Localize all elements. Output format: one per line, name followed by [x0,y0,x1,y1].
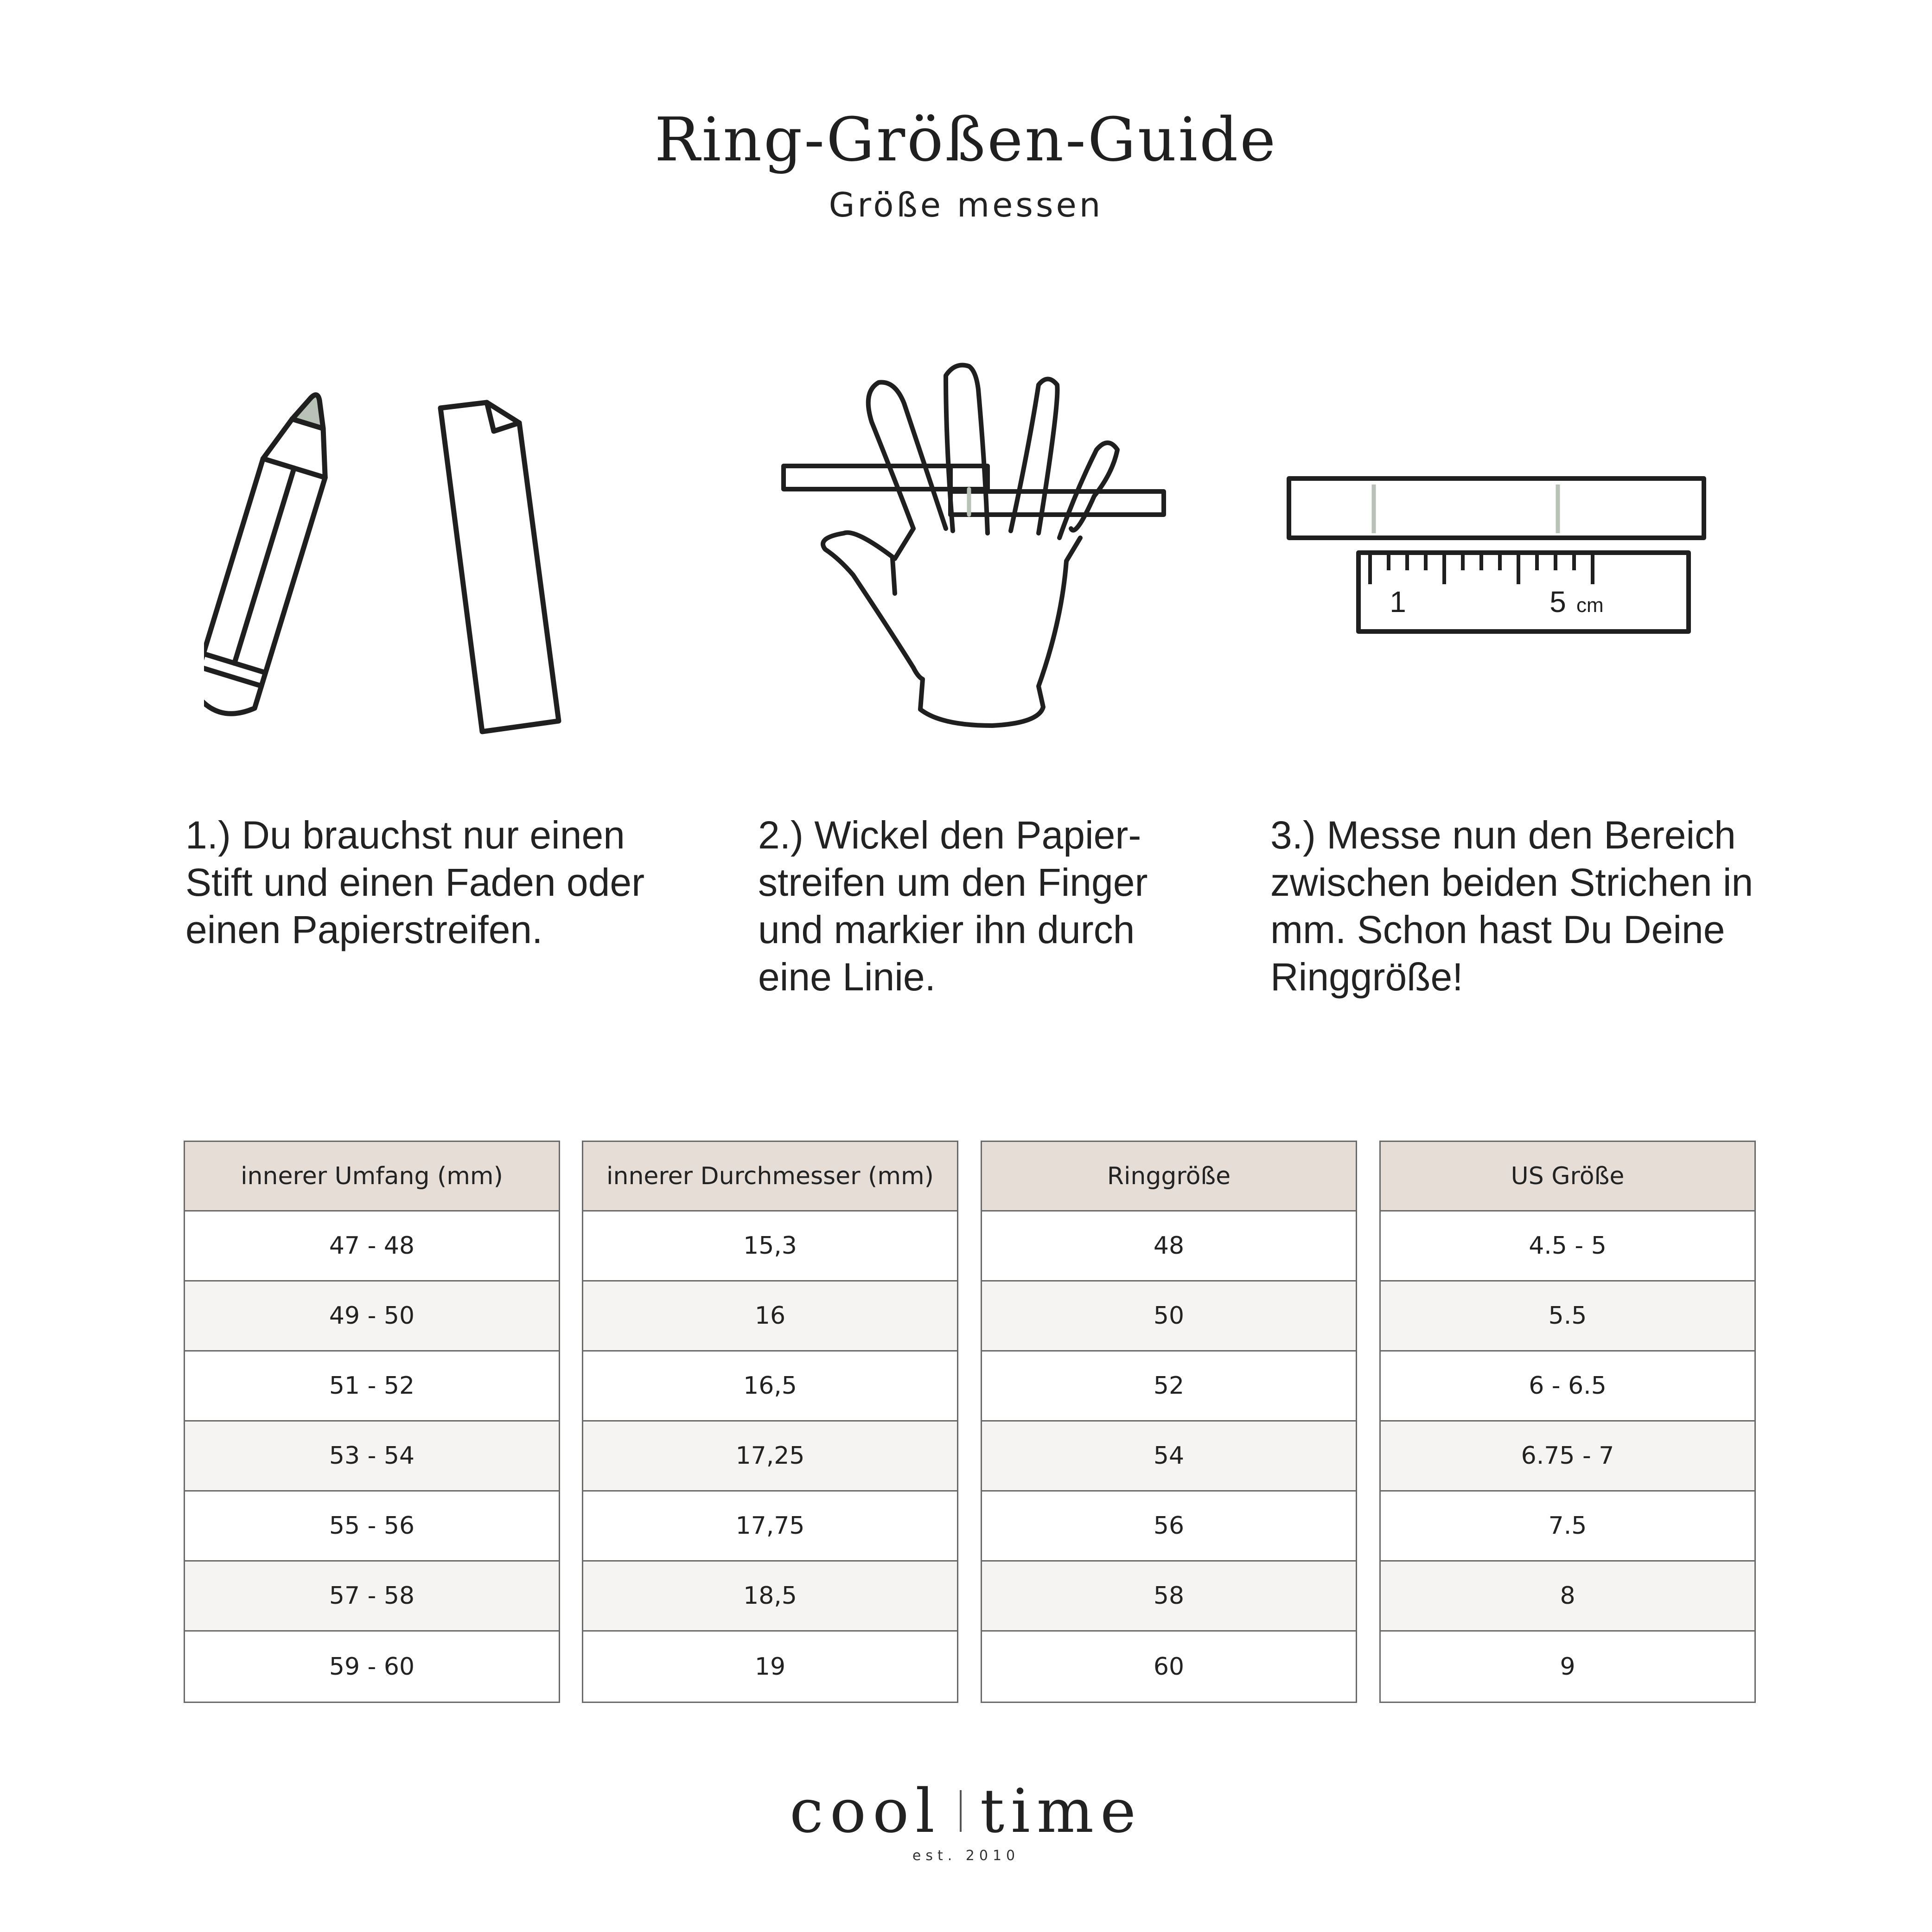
ruler-label-5: 5 [1549,585,1566,618]
table-ring-size [981,1141,1357,1703]
brand-tagline: est. 2010 [912,1848,1020,1864]
table-cell: 5.5 [1381,1282,1754,1352]
ruler-icon [1358,553,1689,631]
ruler-illustration [1284,473,1711,644]
table-cell: 54 [982,1422,1356,1492]
table-cell: 52 [982,1352,1356,1422]
pencil-and-paper-illustration [204,380,584,751]
table-cell: 7.5 [1381,1492,1754,1562]
page-subtitle: Größe messen [829,185,1103,224]
table-cell: 6.75 - 7 [1381,1422,1754,1492]
pencil-icon [204,385,348,721]
table-cell: 16,5 [583,1352,957,1422]
table-cell: 59 - 60 [329,1652,415,1681]
table-cell: 18,5 [583,1562,957,1632]
table-inner-circumference [184,1141,560,1703]
table-cell: 8 [1381,1562,1754,1632]
table-cell: 15,3 [583,1211,957,1282]
table-cell: 50 [982,1282,1356,1352]
table-cell: 16 [583,1282,957,1352]
table-cell: 19 [754,1652,786,1681]
table-header: innerer Durchmesser (mm) [583,1142,957,1211]
step-2-text: 2.) Wickel den Papier-streifen um den Finger und markier ihn durch eine Linie. [758,813,1148,999]
table-cell: 60 [1153,1652,1185,1681]
page-title: Ring-Größen-Guide [654,104,1278,175]
table-cell: 4.5 - 5 [1381,1211,1754,1282]
table-cell: 17,75 [583,1492,957,1562]
table-cell: 53 - 54 [185,1422,559,1492]
table-cell: 47 - 48 [185,1211,559,1282]
hand-icon [823,365,1117,726]
step-3-text: 3.) Messe nun den Bereich zwischen beiden Strichen in mm. Schon hast Du Deine Ringgröße! [1270,813,1753,999]
brand-logo [0,1776,1932,1846]
table-cell: 51 - 52 [185,1352,559,1422]
brand-left: cool [790,1776,941,1846]
ruler-label-1: 1 [1390,585,1406,618]
table-cell: 6 - 6.5 [1381,1352,1754,1422]
table-cell: 58 [982,1562,1356,1632]
table-cell: 55 - 56 [185,1492,559,1562]
table-header: innerer Umfang (mm) [185,1142,559,1211]
table-cell: 9 [1560,1652,1575,1681]
table-header: US Größe [1381,1142,1754,1211]
table-us-size [1379,1141,1756,1703]
paper-strip-icon [1289,478,1704,538]
brand-right: time [980,1776,1142,1846]
step-1-text: 1.) Du brauchst nur einen Stift und einen Faden oder einen Papierstreifen. [185,813,645,951]
table-cell: 49 - 50 [185,1282,559,1352]
table-header: Ringgröße [982,1142,1356,1211]
brand-divider [960,1790,962,1832]
table-cell: 48 [982,1211,1356,1282]
table-cell: 17,25 [583,1422,957,1492]
hand-illustration [779,352,1173,746]
table-inner-diameter [582,1141,958,1703]
table-cell: 57 - 58 [185,1562,559,1632]
table-cell: 56 [982,1492,1356,1562]
ruler-unit: cm [1576,594,1604,617]
paper-strip-icon [440,402,559,732]
